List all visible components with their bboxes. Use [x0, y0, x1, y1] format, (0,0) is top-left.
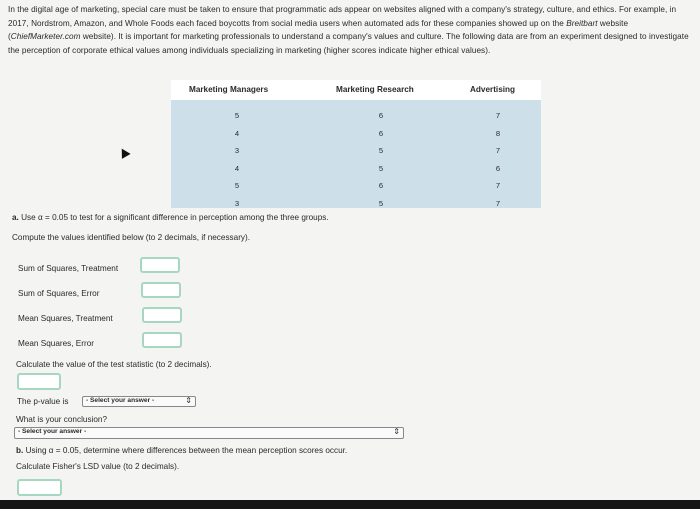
header-marketing-managers: Marketing Managers [189, 85, 269, 94]
cell-research-4: 5 [378, 163, 384, 173]
test-statistic-instruction: Calculate the value of the test statistic (to 2 decimals). [16, 360, 212, 369]
cell-research-5: 6 [378, 181, 384, 191]
cell-advertising-4: 6 [495, 163, 501, 173]
label-ms-error: Mean Squares, Error [18, 339, 94, 348]
label-ss-error: Sum of Squares, Error [18, 289, 100, 298]
part-a-prompt: a. Use α = 0.05 to test for a significant difference in perception among the three groups. [12, 213, 329, 222]
cell-advertising-6: 7 [495, 199, 501, 208]
test-statistic-input[interactable] [17, 373, 61, 390]
cell-advertising-1: 7 [495, 111, 501, 120]
compute-instruction: Compute the values identified below (to 2 decimals, if necessary). [12, 233, 251, 242]
data-table [171, 80, 541, 208]
label-ss-treatment: Sum of Squares, Treatment [18, 264, 119, 273]
ss-treatment-input[interactable] [140, 257, 180, 273]
cell-research-2: 6 [378, 128, 384, 138]
select-arrows-icon: ⇕ [185, 396, 192, 405]
lsd-instruction: Calculate Fisher's LSD value (to 2 decimals). [16, 462, 180, 471]
cell-advertising-3: 7 [495, 146, 501, 156]
header-advertising: Advertising [470, 85, 516, 94]
cell-managers-3: 3 [234, 146, 240, 156]
ms-error-input[interactable] [142, 332, 182, 348]
cell-managers-6: 3 [234, 199, 240, 208]
cell-research-6: 5 [378, 199, 384, 208]
site-name: Breitbart [566, 18, 598, 28]
ss-error-input[interactable] [141, 282, 181, 298]
conclusion-select[interactable] [14, 427, 404, 439]
source-name: ChiefMarketer.com [10, 32, 81, 42]
lsd-input[interactable] [17, 479, 62, 496]
cell-advertising-5: 7 [495, 181, 501, 191]
conclusion-label: What is your conclusion? [16, 415, 108, 424]
mouse-cursor-icon [117, 146, 130, 159]
pvalue-select[interactable] [82, 396, 196, 407]
pvalue-label: The p-value is [17, 397, 69, 406]
cell-research-3: 5 [378, 146, 384, 156]
part-b-prompt: b. Using α = 0.05, determine where differences between the mean perception scores occur. [16, 446, 348, 455]
cell-managers-4: 4 [234, 163, 240, 173]
cell-advertising-2: 8 [495, 128, 501, 138]
conclusion-select-value: - Select your answer - [18, 428, 87, 435]
cell-managers-2: 4 [234, 128, 240, 138]
select-arrows-icon: ⇕ [393, 427, 400, 436]
ms-treatment-input[interactable] [142, 307, 182, 323]
cell-managers-1: 5 [234, 111, 240, 120]
bottom-bar [0, 500, 700, 509]
pvalue-select-value: - Select your answer - [86, 397, 155, 404]
cell-managers-5: 5 [234, 181, 240, 191]
cell-research-1: 6 [378, 111, 384, 120]
label-ms-treatment: Mean Squares, Treatment [18, 314, 113, 323]
header-marketing-research: Marketing Research [336, 85, 414, 94]
problem-intro: In the digital age of marketing, special care must be taken to ensure that programmatic ads appear on websites aligned with a company's strategy, culture, and ethics. For example, in 2017, Nordstrom, Amazon, and Whole Foods each faced boycotts from social media users when automated ads for these companies showed up on the Breitbart website (ChiefMarketer.com website). It is important for marketing professionals to understand a company's values and culture. The following data are from an experiment designed to investigate the perception of corporate ethical values among individuals specializing in marketing (higher scores indicate higher ethical values). [8, 5, 689, 55]
